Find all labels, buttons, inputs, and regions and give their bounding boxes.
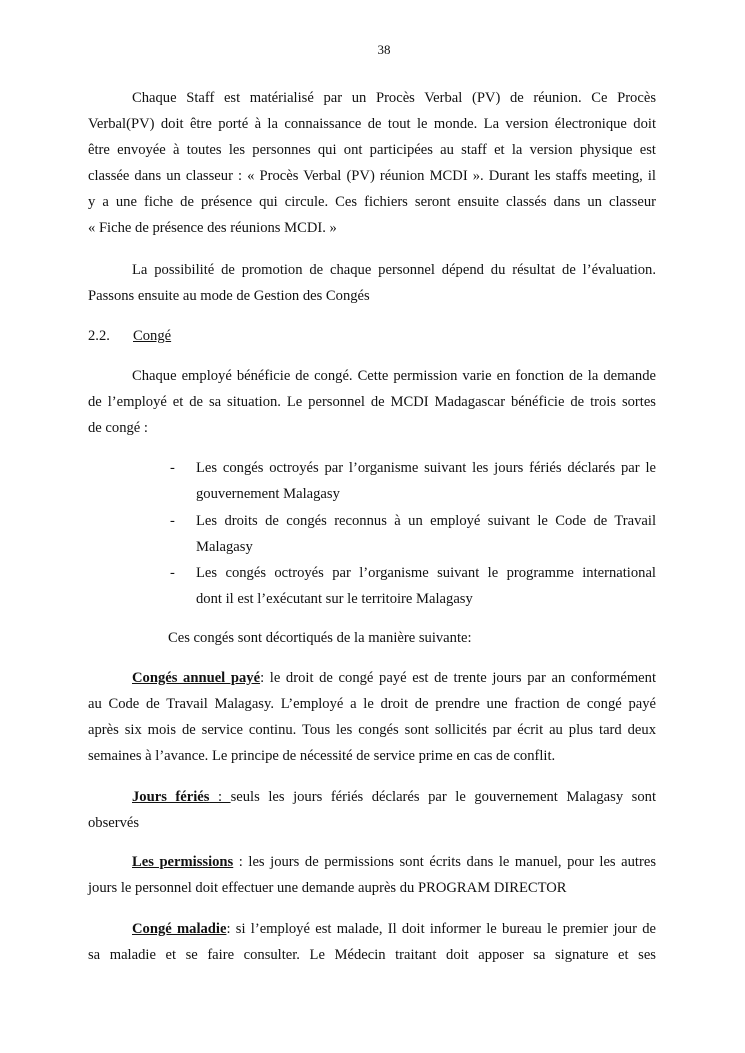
section-number: 2.2. <box>88 328 110 344</box>
list-bullet: - <box>170 565 175 581</box>
list-item-line: dont il est l’exécutant sur le territoire Malagasy <box>196 591 473 607</box>
list-bullet: - <box>170 513 175 529</box>
term-definition: : le droit de congé payé est de trente jours par an conformément <box>260 670 656 686</box>
term-permissions: Les permissions <box>132 854 234 870</box>
paragraph-line: semaines à l’avance. Le principe de nécessité de service prime en cas de conflit. <box>88 748 556 764</box>
paragraph-line: jours le personnel doit effectuer une demande auprès du PROGRAM DIRECTOR <box>88 880 567 896</box>
term-conge-maladie: Congé maladie <box>132 921 227 937</box>
list-item-line: Les droits de congés reconnus à un employé suivant le Code de Travail <box>196 513 656 529</box>
paragraph-line: Passons ensuite au mode de Gestion des Congés <box>88 288 370 304</box>
term-separator: : <box>209 789 231 805</box>
paragraph-line: Verbal(PV) doit être porté à la connaissance de tout le monde. La version électronique doit <box>88 116 656 132</box>
paragraph-line: La possibilité de promotion de chaque personnel dépend du résultat de l’évaluation. <box>132 262 656 278</box>
list-item-line: Les congés octroyés par l’organisme suivant le programme international <box>196 565 656 581</box>
paragraph-line: « Fiche de présence des réunions MCDI. » <box>88 220 337 236</box>
paragraph-line: observés <box>88 815 140 831</box>
term-definition: seuls les jours fériés déclarés par le gouvernement Malagasy sont <box>230 789 656 805</box>
paragraph-line: classée dans un classeur : « Procès Verbal (PV) réunion MCDI ». Durant les staffs meeting, il <box>88 168 656 184</box>
section-title: Congé <box>133 328 172 344</box>
paragraph-line: au Code de Travail Malagasy. L’employé a le droit de prendre une fraction de congé payé <box>88 696 656 712</box>
term-jours-feries: Jours fériés <box>132 789 210 805</box>
paragraph-line <box>132 668 656 688</box>
list-item-line: Les congés octroyés par l’organisme suivant les jours fériés déclarés par le <box>196 460 656 476</box>
paragraph-line: de congé : <box>88 420 148 436</box>
paragraph-line: Chaque Staff est matérialisé par un Procès Verbal (PV) de réunion. Ce Procès <box>132 90 656 106</box>
paragraph-line <box>132 919 656 939</box>
list-item-line: Malagasy <box>196 539 253 555</box>
list-item-line: gouvernement Malagasy <box>196 486 340 502</box>
term-conges-annuel: Congés annuel payé <box>132 670 261 686</box>
page-number: 38 <box>377 42 391 57</box>
paragraph-line: y a une fiche de présence qui circule. Ces fichiers seront ensuite classés dans un classeur <box>88 194 656 210</box>
paragraph-line <box>132 787 656 807</box>
list-bullet: - <box>170 460 175 476</box>
paragraph-line: sa maladie et se faire consulter. Le Médecin traitant doit apposer sa signature et ses <box>88 947 656 963</box>
paragraph-line: Chaque employé bénéficie de congé. Cette permission varie en fonction de la demande <box>132 368 656 384</box>
paragraph-line: Ces congés sont décortiqués de la manière suivante: <box>168 630 472 646</box>
paragraph-line: après six mois de service continu. Tous les congés sont sollicités par écrit au plus tard deux <box>88 722 656 738</box>
term-definition: : si l’employé est malade, Il doit informer le bureau le premier jour de <box>226 921 656 937</box>
paragraph-line <box>132 852 656 872</box>
paragraph-line: être envoyée à toutes les personnes qui ont participées au staff et la version physique est <box>88 142 656 158</box>
term-definition: : les jours de permissions sont écrits dans le manuel, pour les autres <box>233 854 656 870</box>
paragraph-line: de l’employé et de sa situation. Le personnel de MCDI Madagascar bénéficie de trois sortes <box>88 394 656 410</box>
